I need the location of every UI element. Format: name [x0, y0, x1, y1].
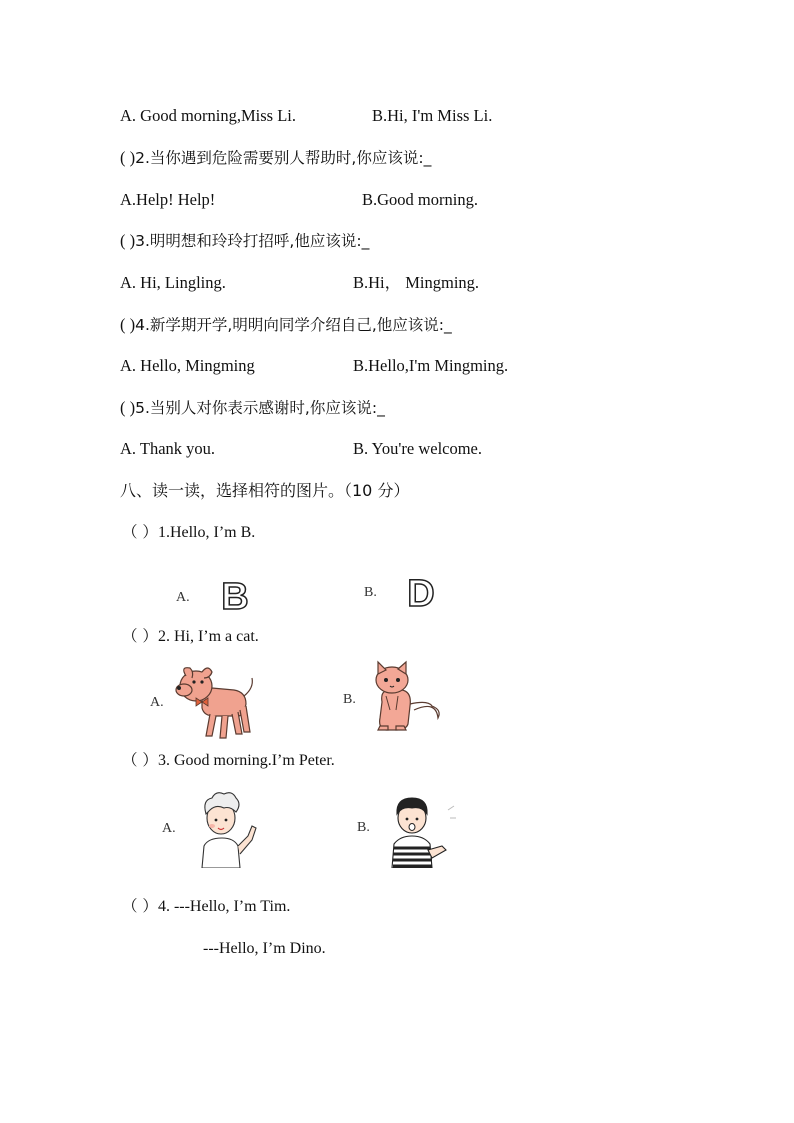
q1-option-a: A. Good morning,Miss Li.	[120, 106, 297, 125]
answer-paren: ( )	[120, 398, 136, 417]
curly-hair-boy-illustration-icon	[194, 788, 260, 868]
answer-paren: （ ）	[122, 627, 158, 645]
item1-option-a-label: A.	[176, 590, 190, 605]
item2-text: 2. Hi, I’m a cat.	[157, 628, 259, 645]
item2-option-a-label: A.	[150, 695, 164, 710]
letter-d-glyph: D	[407, 573, 435, 612]
q5-option-a: A. Thank you.	[120, 439, 216, 458]
q4-stem: 4.新学期开学,明明向同学介绍自己,他应该说:_	[135, 316, 452, 334]
item2-option-b-label: B.	[343, 692, 356, 707]
item3-option-a-label: A.	[162, 821, 176, 836]
answer-paren: ( )	[120, 231, 136, 250]
answer-paren: （ ）	[122, 897, 158, 915]
q5-question	[120, 400, 385, 417]
q3-option-b: B.Hi， Mingming.	[353, 273, 480, 292]
item2-question	[122, 629, 259, 645]
q3-question	[120, 233, 369, 250]
item4-reply: ---Hello, I’m Dino.	[203, 940, 326, 957]
cat-illustration-icon	[366, 660, 446, 740]
section-heading: 八、读一读，选择相符的图片。（10 分）	[120, 481, 410, 500]
item1-question	[122, 525, 255, 541]
q3-stem: 3.明明想和玲玲打招呼,他应该说:_	[135, 232, 370, 250]
answer-paren: ( )	[120, 315, 136, 334]
q2-stem: 2.当你遇到危险需要别人帮助时,你应该说:_	[135, 149, 432, 167]
item4-text: 4. ---Hello, I’m Tim.	[157, 898, 291, 915]
q2-option-a: A.Help! Help!	[120, 190, 216, 209]
letter-b-glyph: B	[221, 576, 249, 615]
item1-text: 1.Hello, I’m B.	[157, 524, 256, 541]
answer-paren: （ ）	[122, 523, 158, 541]
q2-option-b: B.Good morning.	[362, 190, 478, 209]
answer-paren: ( )	[120, 148, 136, 167]
item3-text: 3. Good morning.I’m Peter.	[157, 752, 335, 769]
item1-option-b-label: B.	[364, 585, 377, 600]
q1-option-b: B.Hi, I'm Miss Li.	[372, 106, 493, 125]
letter-d-outline-icon	[404, 572, 438, 612]
q4-question	[120, 317, 452, 334]
striped-shirt-boy-illustration-icon	[384, 788, 460, 868]
item3-option-b-label: B.	[357, 820, 370, 835]
q4-option-b: B.Hello,I'm Mingming.	[353, 356, 509, 375]
item4-question	[122, 899, 290, 915]
q3-option-a: A. Hi, Lingling.	[120, 273, 226, 292]
item3-question	[122, 753, 335, 769]
q5-stem: 5.当别人对你表示感谢时,你应该说:_	[135, 399, 385, 417]
q5-option-b: B. You're welcome.	[353, 439, 483, 458]
q2-question	[120, 150, 431, 167]
q4-option-a: A. Hello, Mingming	[120, 356, 255, 375]
answer-paren: （ ）	[122, 751, 158, 769]
dog-illustration-icon	[172, 660, 258, 742]
letter-b-outline-icon	[220, 575, 250, 615]
